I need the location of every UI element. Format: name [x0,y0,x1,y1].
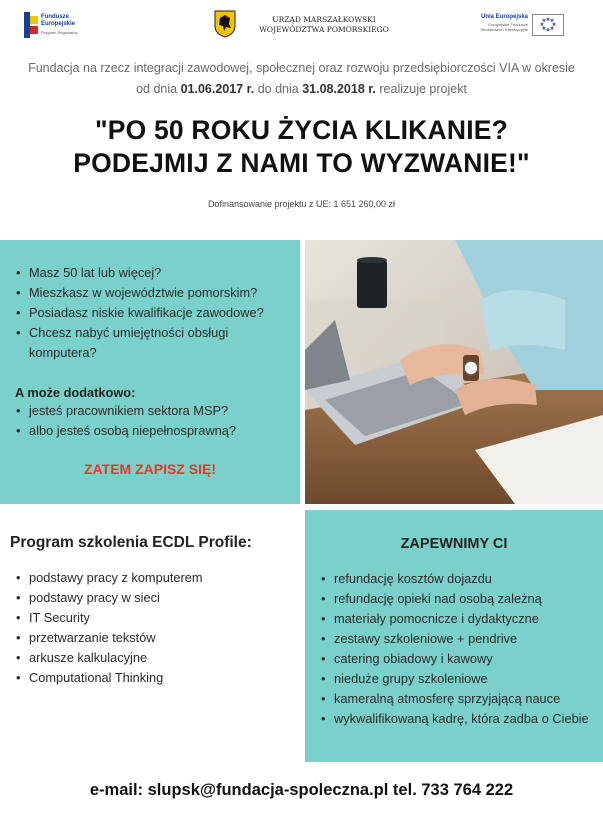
benefit-item: • kameralną atmosferę sprzyjającą nauce [319,689,601,709]
laptop-illustration [305,240,603,504]
headline [8,114,595,180]
program-item: • przetwarzanie tekstów [14,628,299,648]
benefit-item: • zestawy szkoleniowe + pendrive [319,629,601,649]
extra-item: • jesteś pracownikiem sektora MSP? [14,401,298,421]
benefit-item: • refundację opieki nad osobą zależną [319,589,601,609]
contact-info: e-mail: slupsk@fundacja-spoleczna.pl tel. 733 764 222 [89,781,514,799]
ue-logo-subtext: Europejskie Fundusze Strukturalne i Inwestycyjne [480,22,528,32]
start-date: 01.06.2017 r. [180,82,255,96]
question-item: • Chcesz nabyć umiejętności obsługi komputera? [14,323,298,363]
question-item: • Mieszkasz w województwie pomorskim? [14,283,298,303]
pomorskie-logo [214,10,394,40]
program-item: • Computational Thinking [14,668,299,688]
benefits-box [305,510,603,762]
question-list [14,263,298,363]
project-intro [8,58,595,100]
benefits-list [319,569,601,729]
griffin-shield-icon [214,10,236,38]
program-item: • podstawy pracy w sieci [14,588,299,608]
laptop-photo [305,240,603,504]
question-item: • Posiadasz niskie kwalifikacje zawodowe? [14,303,298,323]
benefit-item: • wykwalifikowaną kadrę, która zadba o Ciebie [319,709,601,729]
eu-flag-icon [532,14,564,36]
benefit-item: • refundację kosztów dojazdu [319,569,601,589]
headline-line1: "PO 50 ROKU ŻYCIA KLIKANIE? [94,115,509,145]
signup-cta: ZATEM ZAPISZ SIĘ! [84,461,216,477]
program-item: • IT Security [14,608,299,628]
fundusze-europejskie-logo [24,12,104,40]
logo-bar [0,0,603,48]
benefit-item: • materiały pomocnicze i dydaktyczne [319,609,601,629]
end-date: 31.08.2018 r. [302,82,376,96]
benefit-item: • catering obiadowy i kawowy [319,649,601,669]
program-title: Program szkolenia ECDL Profile: [10,534,252,551]
ue-logo-title: Unia Europejska [480,14,528,20]
extra-item: • albo jesteś osobą niepełnosprawną? [14,421,298,441]
fe-logo-text: Fundusze Europejskie [41,14,76,27]
intro-line1: Fundacja na rzecz integracji zawodowej, społecznej oraz rozwoju przedsiębiorczości VIA w okresie [28,61,575,75]
fe-logo-subtext: Program Regionalny [41,30,78,35]
program-list [14,568,299,688]
headline-line2: PODEJMIJ Z NAMI TO WYZWANIE!" [73,148,530,178]
extra-title: A może dodatkowo: [15,385,136,400]
benefit-item: • nieduże grupy szkoleniowe [319,669,601,689]
program-item: • podstawy pracy z komputerem [14,568,299,588]
fe-mark-icon [24,12,38,38]
funding-amount: Dofinansowanie projektu z UE: 1 651 260,00 zł [207,199,396,209]
extra-list [14,401,298,441]
benefits-title: ZAPEWNIMY CI [400,536,508,552]
question-item: • Masz 50 lat lub więcej? [14,263,298,283]
pomorskie-logo-text: URZĄD MARSZAŁKOWSKI WOJEWÓDZTWA POMORSKIEGO [259,15,389,34]
unia-europejska-logo [462,12,587,40]
intro-line2: od dnia 01.06.2017 r. do dnia 31.08.2018 r. realizuje projekt [136,82,467,96]
program-item: • arkusze kalkulacyjne [14,648,299,668]
